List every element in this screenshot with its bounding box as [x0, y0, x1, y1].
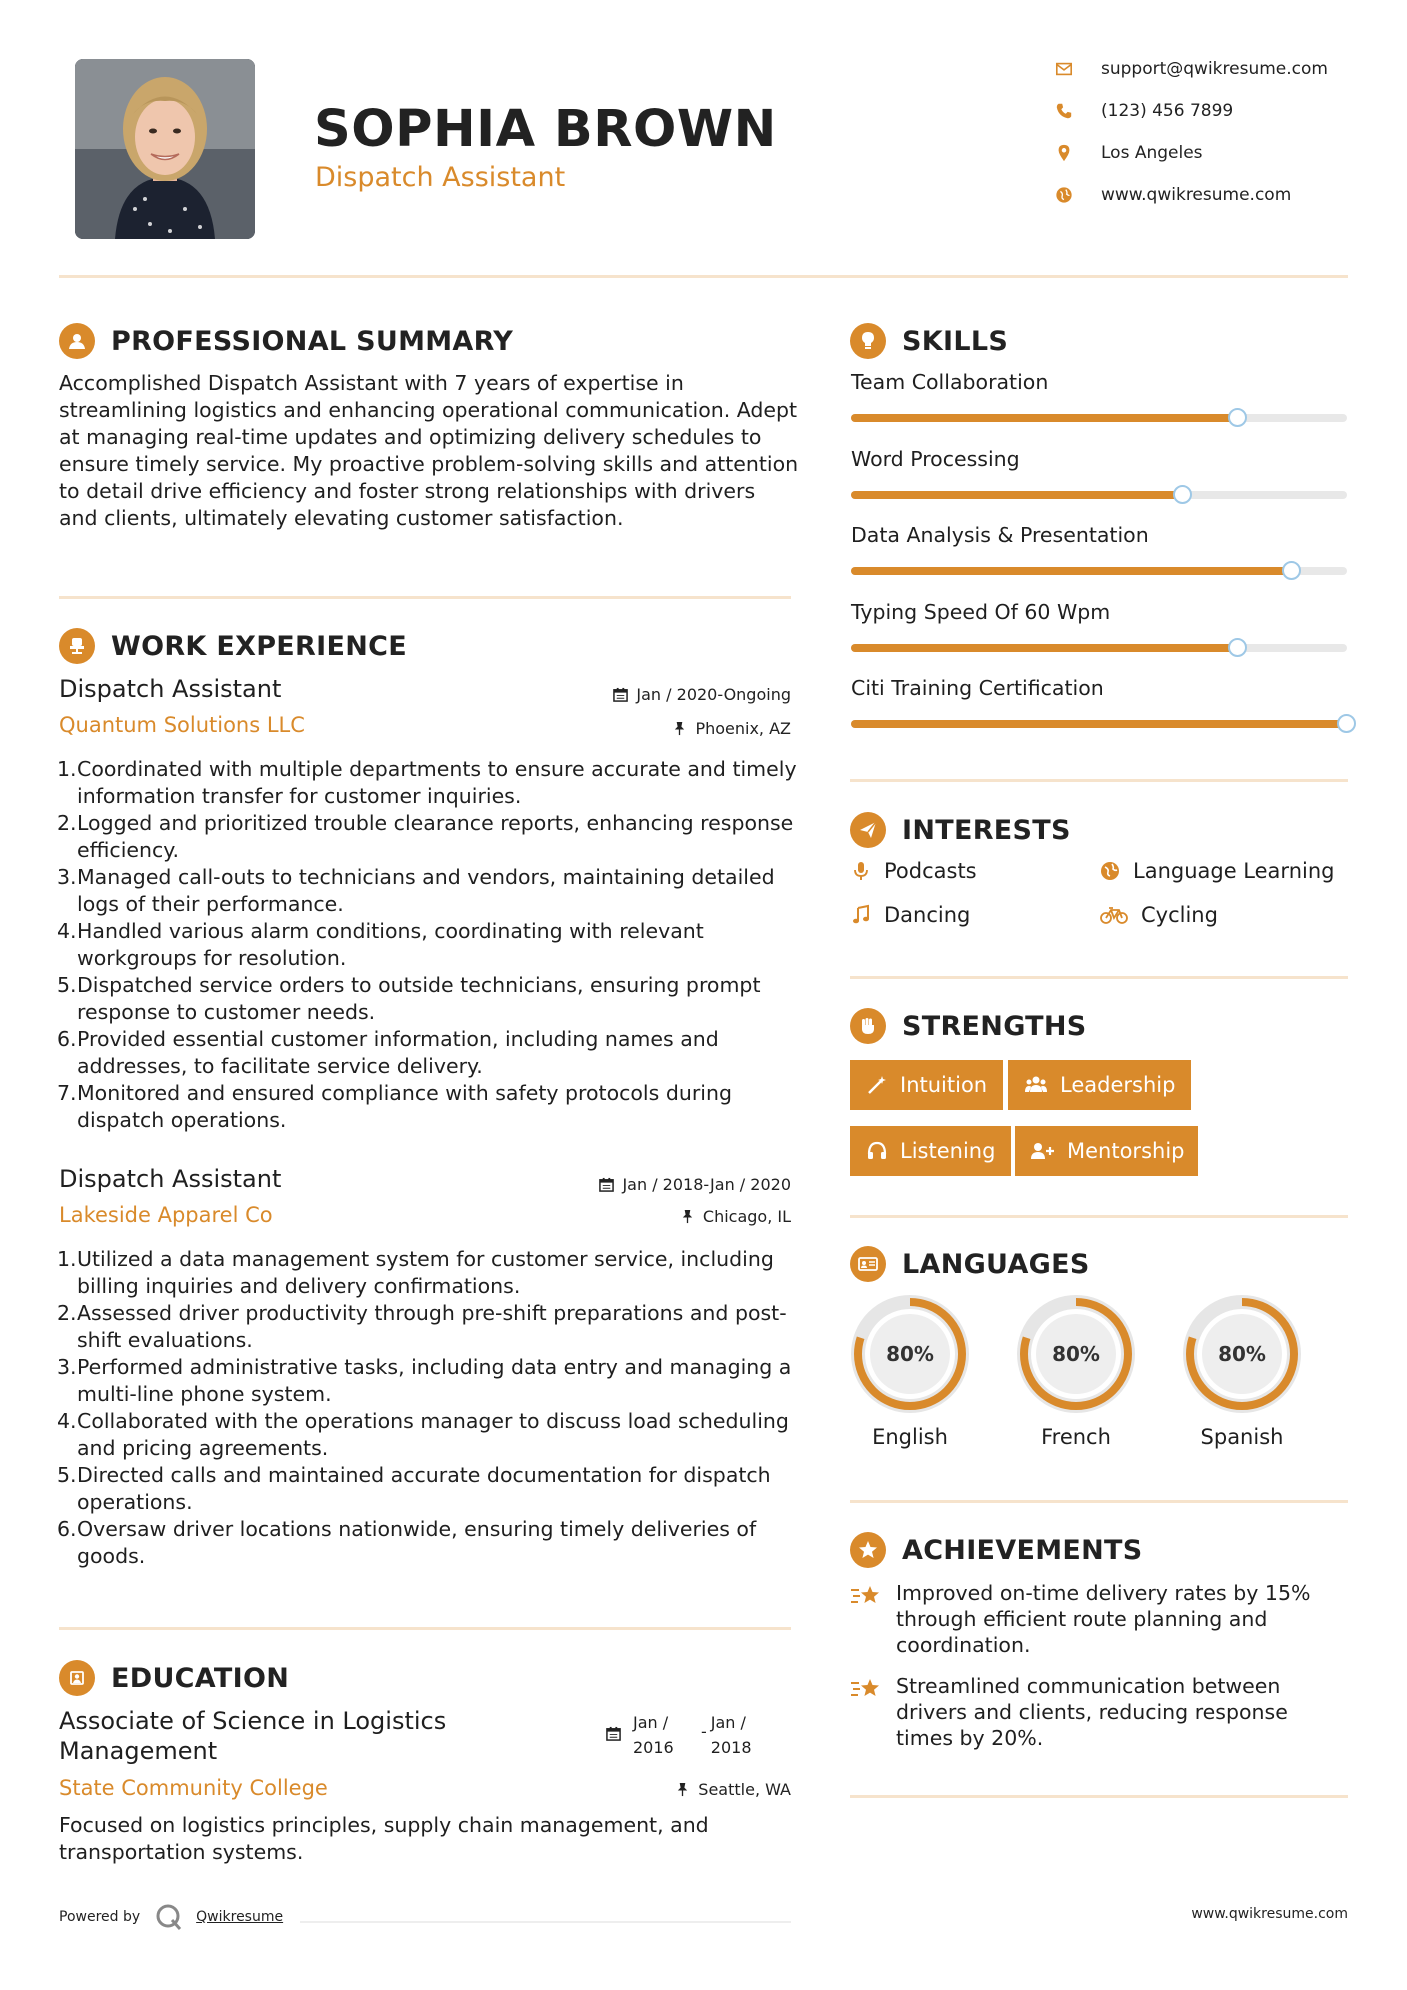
- education-dates: [606, 1710, 765, 1760]
- languages-divider: [850, 1500, 1348, 1503]
- strengths-divider: [850, 1215, 1348, 1218]
- qwikresume-logo-icon: [154, 1902, 184, 1932]
- achievement-item: [850, 1580, 1330, 1658]
- interest-label: Podcasts: [884, 859, 977, 883]
- strength-badge-listening: [850, 1126, 1011, 1176]
- skill-row: [851, 676, 1347, 700]
- contact-phone[interactable]: [1055, 101, 1233, 121]
- graduate-icon: [59, 1660, 95, 1696]
- strength-label: Mentorship: [1067, 1139, 1185, 1163]
- skills-divider: [850, 779, 1348, 782]
- experience-divider: [59, 1627, 791, 1630]
- header-divider: [59, 275, 1348, 278]
- skill-bar-fill: [851, 720, 1347, 728]
- headphones-icon: [866, 1140, 888, 1162]
- education-end: Jan / 2018: [710, 1713, 752, 1757]
- interest-dancing: [850, 903, 970, 927]
- contact-website[interactable]: [1055, 185, 1291, 205]
- job-2-date: [599, 1175, 791, 1194]
- degree-title: Associate of Science in Logistics Management: [59, 1707, 447, 1765]
- skill-bar-fill: [851, 644, 1238, 652]
- language-item: [1006, 1293, 1146, 1449]
- skill-name: Typing Speed Of 60 Wpm: [851, 599, 1111, 624]
- interest-podcasts: [850, 859, 977, 883]
- contact-email-text: support@qwikresume.com: [1101, 59, 1328, 79]
- interests-title: INTERESTS: [902, 814, 1071, 846]
- experience-title: WORK EXPERIENCE: [111, 630, 407, 662]
- job-1-date-text: Jan / 2020-Ongoing: [636, 685, 791, 704]
- shooting-star-icon: [850, 1582, 882, 1610]
- magic-wand-icon: [866, 1074, 888, 1096]
- skill-bar-fill: [851, 414, 1238, 422]
- achievement-item: [850, 1673, 1330, 1751]
- achievement-text: Improved on-time delivery rates by 15% through efficient route planning and coordination.: [896, 1581, 1311, 1657]
- list-item: 3. Managed call-outs to technicians and vendors, maintaining detailed logs of their performance.: [57, 865, 775, 916]
- user-plus-icon: [1029, 1140, 1055, 1162]
- education-start: Jan / 2016: [633, 1713, 674, 1757]
- skill-bar-knob: [1228, 638, 1247, 657]
- footer-line: [300, 1921, 791, 1923]
- user-circle-icon: [59, 323, 95, 359]
- list-item: 5. Directed calls and maintained accurate documentation for dispatch operations.: [57, 1463, 771, 1514]
- contact-location: [1055, 143, 1203, 163]
- summary-title: PROFESSIONAL SUMMARY: [111, 325, 514, 357]
- skill-bar-knob: [1228, 408, 1247, 427]
- interest-label: Cycling: [1141, 903, 1218, 927]
- users-icon: [1024, 1074, 1048, 1096]
- phone-icon: [1055, 102, 1073, 120]
- job-1-date: [613, 685, 791, 704]
- skill-bar-knob: [1282, 561, 1301, 580]
- language-name: English: [872, 1425, 948, 1449]
- globe-icon: [1099, 860, 1121, 882]
- list-item: 6. Provided essential customer information, including names and addresses, to facilitate service delivery.: [57, 1027, 719, 1078]
- education-location: [675, 1780, 791, 1799]
- job-1-location-text: Phoenix, AZ: [695, 719, 791, 738]
- skill-name: Citi Training Certification: [851, 676, 1104, 700]
- job-2-location: [680, 1207, 791, 1226]
- strengths-heading: [850, 1008, 1087, 1044]
- footer-website[interactable]: www.qwikresume.com: [1191, 1906, 1348, 1922]
- summary-heading: [59, 323, 513, 359]
- language-name: French: [1041, 1425, 1111, 1449]
- language-ring: [1015, 1293, 1137, 1415]
- interest-language-learning: [1099, 859, 1334, 883]
- pushpin-icon: [680, 1209, 695, 1224]
- skill-bar-track: [851, 567, 1347, 575]
- star-badge-icon: [850, 1532, 886, 1568]
- education-description: Focused on logistics principles, supply chain management, and transportation systems.: [59, 1813, 709, 1864]
- calendar-icon: [599, 1177, 614, 1192]
- strength-badge-intuition: [850, 1060, 1003, 1110]
- skill-bar-track: [851, 491, 1347, 499]
- experience-heading: [59, 628, 407, 664]
- map-pin-icon: [1055, 144, 1073, 162]
- bicycle-icon: [1099, 904, 1129, 926]
- job-1-location: [672, 719, 791, 738]
- languages-list: [840, 1293, 1350, 1463]
- shooting-star-icon: [850, 1675, 882, 1703]
- language-percent: 80%: [1218, 1342, 1266, 1366]
- contact-website-text: www.qwikresume.com: [1101, 185, 1292, 205]
- list-item: 4. Handled various alarm conditions, coordinating with relevant workgroups for resolution.: [57, 919, 704, 970]
- contact-phone-text: (123) 456 7899: [1101, 101, 1234, 121]
- fist-icon: [850, 1008, 886, 1044]
- languages-heading: [850, 1246, 1090, 1282]
- candidate-name: SOPHIA BROWN: [314, 100, 777, 159]
- footer-powered: [59, 1902, 283, 1932]
- job-1-title: Dispatch Assistant: [59, 675, 282, 703]
- list-item: 4. Collaborated with the operations manager to discuss load scheduling and pricing agreements.: [57, 1409, 789, 1460]
- calendar-icon: [606, 1726, 621, 1741]
- education-location-text: Seattle, WA: [698, 1780, 791, 1799]
- interests-heading: [850, 812, 1071, 848]
- contact-location-text: Los Angeles: [1101, 143, 1203, 163]
- globe-icon: [1055, 186, 1073, 204]
- strength-label: Leadership: [1060, 1073, 1176, 1097]
- strength-badge-mentorship: [1015, 1126, 1198, 1176]
- job-2-title: Dispatch Assistant: [59, 1165, 282, 1193]
- music-note-icon: [850, 904, 872, 926]
- skill-bar-track: [851, 644, 1347, 652]
- envelope-icon: [1055, 60, 1073, 78]
- job-1-duties: [59, 756, 799, 1134]
- skill-bar-fill: [851, 491, 1183, 499]
- interest-cycling: [1099, 903, 1218, 927]
- achievements-title: ACHIEVEMENTS: [902, 1534, 1143, 1566]
- id-card-icon: [850, 1246, 886, 1282]
- list-item: 5. Dispatched service orders to outside technicians, ensuring prompt response to customer needs.: [57, 973, 761, 1024]
- language-name: Spanish: [1200, 1425, 1284, 1449]
- list-item: 3. Performed administrative tasks, including data entry and managing a multi-line phone system.: [57, 1355, 792, 1406]
- interests-divider: [850, 976, 1348, 979]
- strength-badge-leadership: [1008, 1060, 1191, 1110]
- languages-title: LANGUAGES: [902, 1248, 1090, 1280]
- achievements-divider: [850, 1795, 1348, 1798]
- skill-row: [851, 447, 1347, 471]
- job-2-location-text: Chicago, IL: [702, 1207, 791, 1226]
- language-percent: 80%: [886, 1342, 934, 1366]
- skill-bar-knob: [1337, 714, 1356, 733]
- skill-name: Data Analysis & Presentation: [851, 523, 1149, 547]
- date-separator: -: [701, 1722, 707, 1741]
- skill-row: [851, 370, 1347, 394]
- skill-name: Word Processing: [851, 446, 1020, 471]
- skill-row: [851, 600, 1347, 624]
- job-2-duties: [59, 1246, 799, 1570]
- list-item: 1. Coordinated with multiple departments to ensure accurate and timely information transfer for customer inquiries.: [57, 757, 797, 808]
- language-item: [1172, 1293, 1312, 1449]
- lightbulb-icon: [850, 323, 886, 359]
- skill-bar-track: [851, 720, 1347, 728]
- list-item: 2. Assessed driver productivity through pre-shift preparations and post-shift evaluations.: [57, 1301, 787, 1352]
- contact-email[interactable]: [1055, 59, 1328, 79]
- job-2-date-text: Jan / 2018-Jan / 2020: [622, 1175, 791, 1194]
- powered-by-text: Powered by: [59, 1909, 141, 1925]
- summary-divider: [59, 596, 791, 599]
- skill-bar-knob: [1173, 485, 1192, 504]
- candidate-title: Dispatch Assistant: [315, 162, 566, 193]
- paper-plane-icon: [850, 812, 886, 848]
- strength-label: Listening: [900, 1139, 996, 1163]
- skill-row: [851, 523, 1347, 547]
- skills-heading: [850, 323, 1008, 359]
- achievements-heading: [850, 1532, 1143, 1568]
- language-ring: [849, 1293, 971, 1415]
- language-ring: [1181, 1293, 1303, 1415]
- brand-link[interactable]: Qwikresume: [196, 1909, 284, 1925]
- calendar-icon: [613, 687, 628, 702]
- list-item: 1. Utilized a data management system for customer service, including billing inquiries and delivery confirmations.: [57, 1247, 774, 1298]
- school-name: State Community College: [59, 1776, 328, 1800]
- skill-bar-track: [851, 414, 1347, 422]
- profile-photo: [75, 59, 255, 239]
- interest-label: Dancing: [884, 903, 971, 927]
- job-2-company: Lakeside Apparel Co: [59, 1203, 273, 1227]
- skills-title: SKILLS: [902, 325, 1009, 357]
- strength-label: Intuition: [900, 1073, 988, 1097]
- education-title: EDUCATION: [111, 1662, 290, 1694]
- chair-icon: [59, 628, 95, 664]
- pushpin-icon: [672, 721, 687, 736]
- interest-label: Language Learning: [1133, 859, 1335, 883]
- list-item: 6. Oversaw driver locations nationwide, ensuring timely deliveries of goods.: [57, 1517, 757, 1568]
- skill-name: Team Collaboration: [851, 370, 1049, 394]
- list-item: 2. Logged and prioritized trouble clearance reports, enhancing response efficiency.: [57, 811, 794, 862]
- microphone-icon: [850, 860, 872, 882]
- list-item: 7. Monitored and ensured compliance with safety protocols during dispatch operations.: [57, 1081, 732, 1132]
- summary-text: Accomplished Dispatch Assistant with 7 years of expertise in streamlining logistics and enhancing operational communication. Adept at managing real-time updates and optimizing delivery schedules to ensure timely service. My proactive problem-solving skills and attention to detail drive efficiency and foster strong relationships with drivers and clients, ultimately elevating customer satisfaction.: [59, 371, 799, 530]
- language-percent: 80%: [1052, 1342, 1100, 1366]
- achievement-text: Streamlined communication between drivers and clients, reducing response times by 20%.: [896, 1674, 1288, 1750]
- job-1-company: Quantum Solutions LLC: [59, 713, 305, 737]
- skill-bar-fill: [851, 567, 1292, 575]
- strengths-title: STRENGTHS: [902, 1010, 1087, 1042]
- language-item: [840, 1293, 980, 1449]
- pushpin-icon: [675, 1782, 690, 1797]
- education-heading: [59, 1660, 289, 1696]
